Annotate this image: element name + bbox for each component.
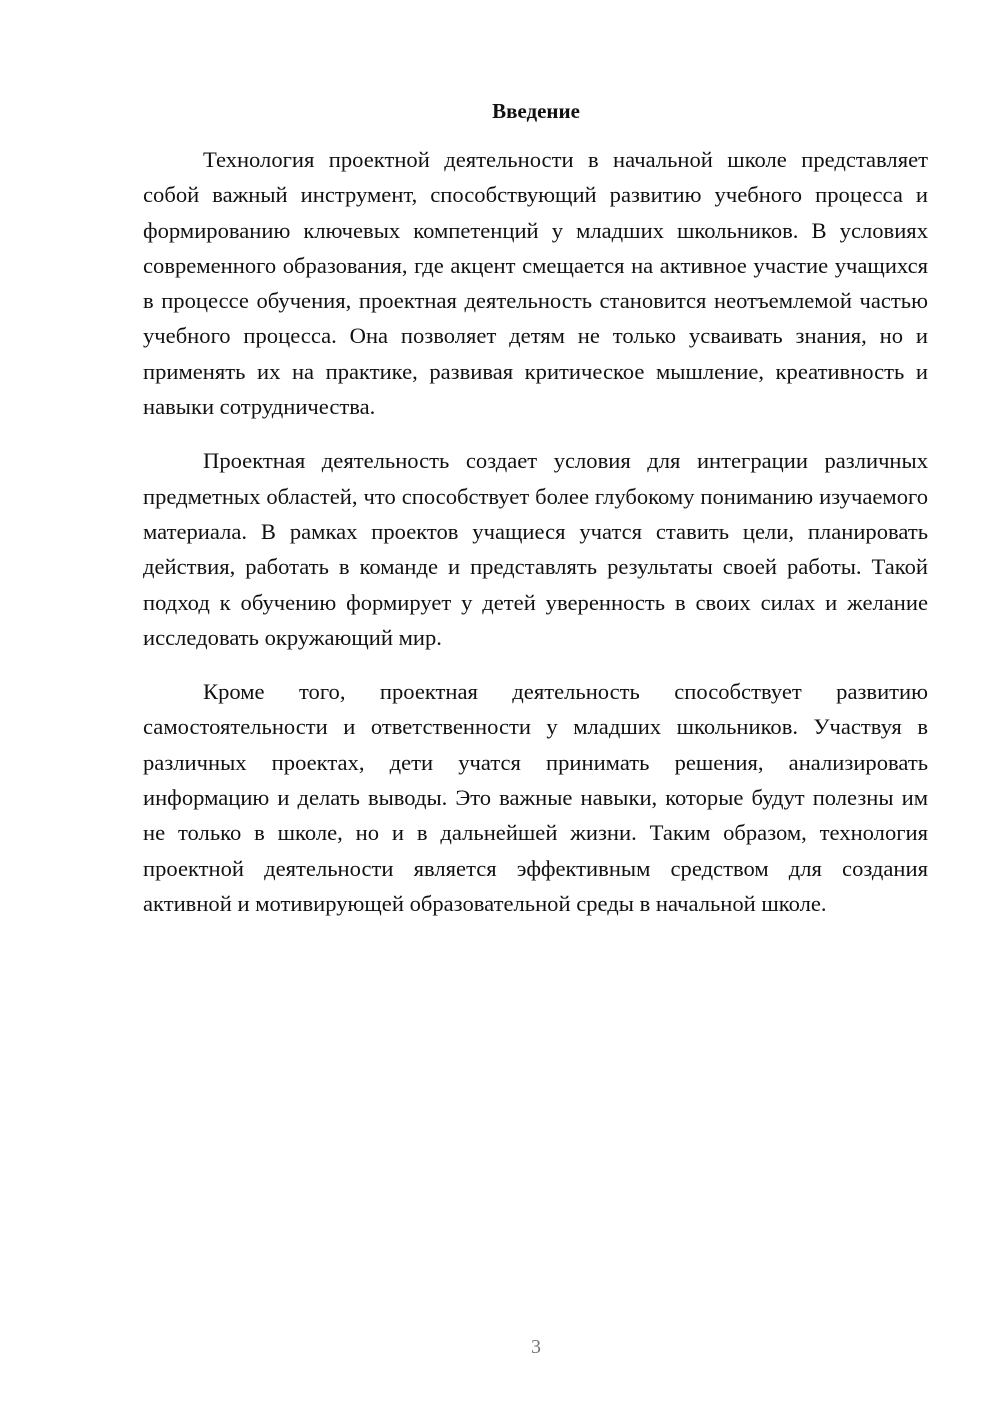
paragraph-1: Технология проектной деятельности в начальной школе представляет собой важный инструмент, способствующий развитию учебного процесса и формированию ключевых компетенций у младших школьников. В условиях современного образования, где акцент смещается на активное участие учащихся в процессе обучения, проектная деятельность становится неотъемлемой частью учебного процесса. Она позволяет детям не только усваивать знания, но и применять их на практике, развивая критическое мышление, креативность и навыки сотрудничества. — [143, 147, 928, 420]
page-number: 3 — [531, 1336, 541, 1358]
paragraph-2: Проектная деятельность создает условия для интеграции различных предметных областей, что способствует более глубокому пониманию изучаемого материала. В рамках проектов учащиеся учатся ставить цели, планировать действия, работать в команде и представлять результаты своей работы. Такой подход к обучению формирует у детей уверенность в своих силах и желание исследовать окружающий мир. — [143, 448, 928, 650]
paragraph-3: Кроме того, проектная деятельность способствует развитию самостоятельности и ответственности у младших школьников. Участвуя в различных проектах, дети учатся принимать решения, анализировать информацию и делать выводы. Это важные навыки, которые будут полезны им не только в школе, но и в дальнейшей жизни. Таким образом, технология проектной деятельности является эффективным средством для создания активной и мотивирующей образовательной среды в начальной школе. — [143, 679, 928, 916]
section-heading: Введение — [492, 99, 580, 123]
body-text — [143, 142, 928, 921]
